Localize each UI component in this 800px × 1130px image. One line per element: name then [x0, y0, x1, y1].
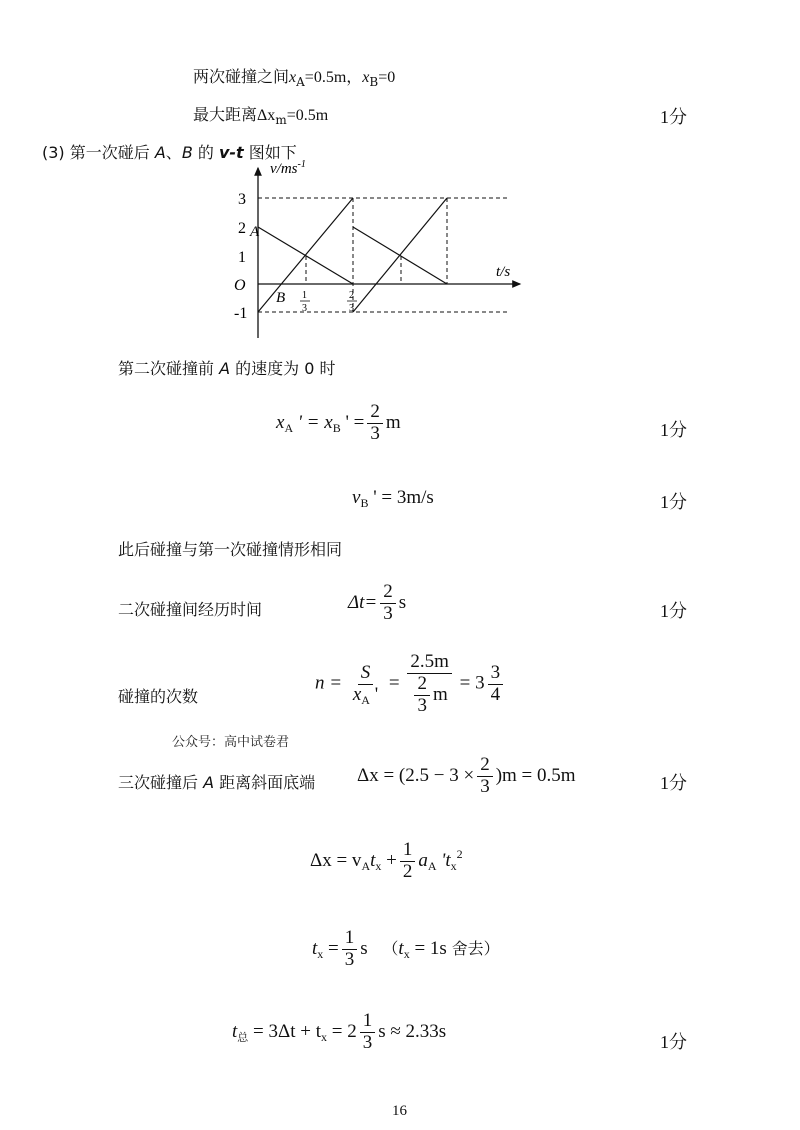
- x-tick-1-num: 1: [302, 290, 307, 301]
- var-a: A: [219, 359, 231, 378]
- score: 1分: [660, 492, 687, 512]
- line-collision-count: 碰撞的次数: [118, 687, 199, 706]
- num: 2: [367, 402, 383, 424]
- formula: Δt=: [348, 591, 378, 613]
- value: ' = 3m/s: [368, 487, 434, 508]
- line-second-collision-before: [118, 356, 336, 379]
- sub: x: [403, 946, 410, 961]
- x-tick-1-den: 3: [302, 303, 307, 314]
- equation-kinematics: [310, 840, 463, 883]
- score: 1分: [660, 107, 687, 127]
- value: =0.5m，: [304, 69, 363, 86]
- sub: A: [284, 420, 294, 435]
- equation-delta-t: [348, 582, 406, 625]
- sub: B: [360, 496, 369, 510]
- equation-delta-x: [357, 755, 576, 798]
- var-b: B: [181, 143, 193, 162]
- unit: m: [385, 411, 401, 433]
- text: 第二次碰撞前: [118, 359, 220, 378]
- num: 2.5m: [407, 652, 452, 674]
- num: 2: [477, 755, 493, 777]
- num: S: [358, 663, 374, 685]
- value: =0.5m: [286, 107, 329, 124]
- den: 3: [383, 602, 393, 624]
- var: t: [312, 937, 318, 959]
- sub: A: [361, 858, 371, 873]
- formula: Δx = v: [310, 849, 362, 871]
- value: )m = 0.5m: [495, 764, 576, 786]
- fraction: [367, 402, 383, 445]
- num: 2: [414, 674, 430, 696]
- text: (3) 第一次碰后: [42, 143, 155, 162]
- var: x: [352, 683, 362, 705]
- y-tick-3: 3: [238, 191, 246, 208]
- label-b: B: [276, 290, 286, 306]
- equation-n: [315, 652, 506, 717]
- den: [350, 685, 381, 706]
- line-between-collisions: [193, 64, 395, 87]
- value: = 1s: [409, 937, 452, 959]
- line-max-distance: [193, 102, 328, 125]
- num: 1: [360, 1011, 376, 1033]
- fraction-three-quarters: [488, 663, 504, 706]
- label-a: A: [250, 224, 260, 240]
- formula: Δx: [257, 107, 276, 124]
- den: 4: [490, 683, 501, 705]
- var: 't: [436, 849, 451, 871]
- op: ' =: [340, 411, 365, 433]
- line-b-2: [353, 198, 447, 312]
- var: a: [418, 849, 428, 871]
- line-after-three: [118, 770, 315, 793]
- den: 3: [480, 775, 490, 797]
- fraction: [380, 582, 396, 625]
- page-number: 16: [392, 1103, 407, 1119]
- den: 3: [344, 948, 355, 970]
- text-label: 最大距离: [193, 105, 258, 124]
- vt-graph: [220, 160, 530, 340]
- op: = 3: [459, 672, 485, 694]
- op: =: [388, 672, 400, 694]
- text: 的速度为 0 时: [230, 359, 336, 378]
- vt-label: v-t: [218, 143, 244, 162]
- fraction-s-xa: [350, 663, 381, 706]
- line-same-situation: 此后碰撞与第一次碰撞情形相同: [118, 540, 343, 559]
- den: 3: [417, 694, 427, 716]
- score: 1分: [660, 773, 687, 793]
- y-tick-1: 1: [238, 249, 246, 266]
- var: t: [398, 937, 404, 959]
- score: 1分: [660, 601, 687, 621]
- var-a: A: [154, 143, 166, 162]
- t-axis-label: t/s: [496, 264, 511, 280]
- num: 3: [488, 663, 504, 685]
- sub: A: [361, 692, 370, 707]
- v-axis-label: $v/ms^{-1}$: [270, 160, 306, 177]
- equation-xa-xb: [276, 402, 401, 445]
- y-tick-2: 2: [238, 220, 246, 237]
- var-n: n =: [315, 672, 343, 694]
- den: 3: [370, 422, 380, 444]
- sub: x: [317, 946, 324, 961]
- unit: m: [432, 683, 448, 705]
- unit: s: [398, 591, 407, 613]
- sub: B: [332, 420, 341, 435]
- text: 、: [165, 143, 182, 162]
- var: x: [276, 411, 285, 433]
- var: t: [370, 849, 376, 871]
- sub: A: [427, 858, 437, 873]
- num: 1: [400, 840, 416, 862]
- sub: m: [275, 113, 287, 127]
- fraction: [342, 928, 358, 971]
- num: 1: [342, 928, 358, 950]
- fraction-half: [400, 840, 416, 883]
- sub: 总: [237, 1030, 249, 1044]
- value: =0: [378, 69, 396, 86]
- text: 距离斜面底端: [214, 773, 316, 792]
- den: 2: [402, 860, 413, 882]
- den: 3: [362, 1031, 373, 1053]
- num: 2: [380, 582, 396, 604]
- y-tick-neg1: -1: [234, 305, 248, 322]
- text: 的: [192, 143, 219, 162]
- sub: x: [321, 1029, 327, 1044]
- watermark-note: 公众号：高中试卷君: [172, 735, 290, 750]
- var-x: x: [289, 69, 297, 86]
- op: =: [323, 937, 339, 959]
- sub: A: [296, 75, 305, 89]
- op: = 2: [327, 1020, 357, 1042]
- sub: x: [450, 858, 457, 873]
- fraction: [360, 1011, 376, 1054]
- sub: x: [375, 858, 382, 873]
- var: t: [232, 1020, 238, 1042]
- fraction-complex: [407, 652, 452, 717]
- score: 1分: [660, 1032, 687, 1052]
- var-x: x: [362, 69, 370, 86]
- var: v: [352, 487, 361, 508]
- discard-note: 舍去）: [451, 938, 500, 958]
- x-tick-2-den: 3: [349, 303, 354, 314]
- equation-tx: [312, 928, 500, 971]
- prime: ': [369, 683, 379, 705]
- value: s ≈ 2.33s: [378, 1020, 447, 1042]
- den: [408, 674, 450, 717]
- op: +: [381, 849, 397, 871]
- sub: B: [369, 75, 379, 89]
- equation-total-time: [232, 1011, 446, 1054]
- x-tick-2-num: 2: [349, 290, 354, 301]
- paren-open: （: [382, 938, 399, 958]
- fraction: [477, 755, 493, 798]
- inner-fraction: [414, 674, 430, 717]
- var: ' = x: [293, 411, 333, 433]
- origin-label: O: [234, 277, 246, 294]
- formula: = 3Δt + t: [248, 1020, 321, 1042]
- sup: 2: [456, 846, 463, 861]
- unit: s: [360, 937, 368, 959]
- line-time-between: 二次碰撞间经历时间: [118, 600, 263, 619]
- text-label: 两次碰撞之间: [193, 67, 290, 86]
- formula: Δx = (2.5 − 3 ×: [357, 764, 475, 786]
- text: 三次碰撞后: [118, 773, 204, 792]
- score: 1分: [660, 420, 687, 440]
- var-a: A: [203, 773, 215, 792]
- text: 图如下: [243, 143, 297, 162]
- equation-vb: [352, 487, 434, 509]
